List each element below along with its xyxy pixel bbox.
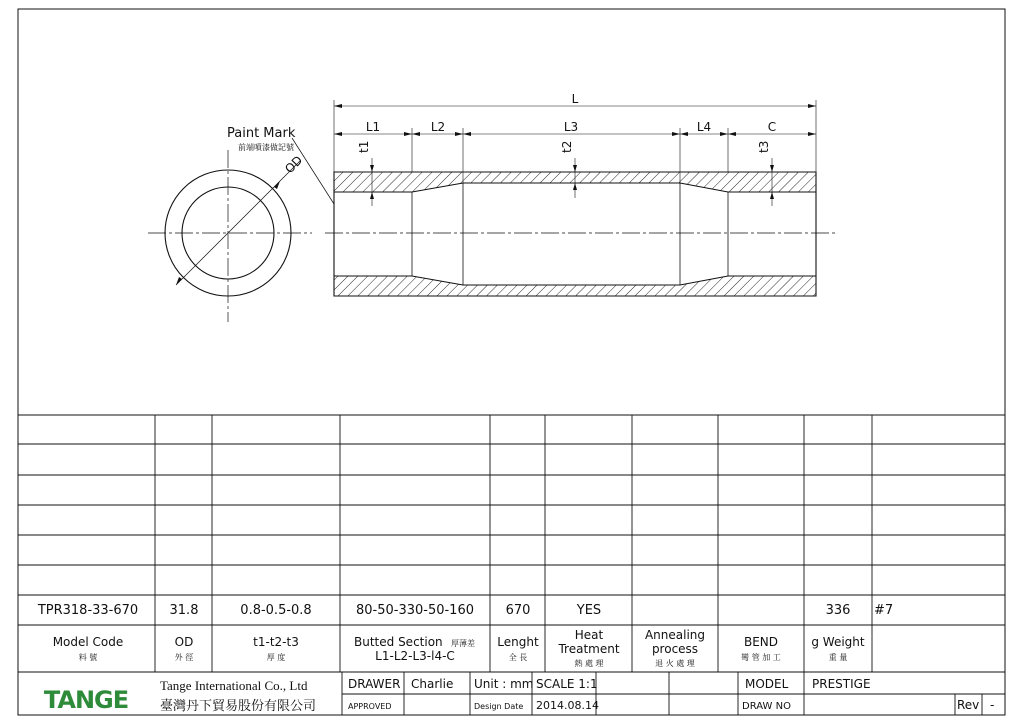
- bend-header: BEND: [743, 635, 779, 649]
- weight-header-zh: 重 量: [828, 653, 848, 662]
- tube-section-view: [325, 172, 838, 296]
- draw-no-label: DRAW NO: [742, 701, 791, 712]
- dim-L2-label: L2: [430, 120, 446, 134]
- unit-label: Unit : mm: [474, 677, 534, 691]
- dim-L-label: L: [571, 92, 579, 106]
- scale-label: SCALE 1:1: [536, 677, 598, 691]
- tange-logo-text: TANGE: [43, 686, 129, 714]
- od-value: 31.8: [169, 603, 199, 618]
- bend-header-zh: 彎 管 加 工: [741, 653, 781, 662]
- dim-L4-label: L4: [696, 120, 712, 134]
- annealing-header: Annealing: [644, 628, 706, 642]
- od-header: OD: [174, 635, 194, 649]
- butted-section-header: Butted Section: [354, 635, 443, 649]
- company-name-zh: 臺灣丹下貿易股份有限公司: [160, 699, 317, 714]
- model-code-header-zh: 料 號: [78, 653, 98, 662]
- tube-end-view: [148, 138, 334, 322]
- model-code-value: TPR318-33-670: [37, 603, 139, 618]
- heat-header: Heat: [574, 628, 604, 642]
- dim-L1-label: L1: [365, 120, 381, 134]
- approved-label: APPROVED: [348, 702, 392, 711]
- dim-L3-label: L3: [563, 120, 579, 134]
- butted-section-value: 80-50-330-50-160: [355, 603, 475, 618]
- paint-mark-chinese-label: 前端噴漆做記號: [238, 143, 294, 152]
- extra-value: #7: [874, 603, 894, 618]
- annealing-header-line2: process: [651, 642, 699, 656]
- heat-treatment-value: YES: [576, 603, 602, 618]
- thickness-header-zh: 厚 度: [266, 653, 286, 662]
- length-value: 670: [505, 603, 531, 618]
- weight-header: g Weight: [811, 635, 865, 649]
- design-date-label: Design Date: [474, 702, 524, 711]
- model-value: PRESTIGE: [812, 677, 871, 691]
- tange-logo: [44, 686, 128, 714]
- dim-t3-label: t3: [757, 140, 771, 153]
- heat-header-zh: 熱 處 理: [574, 659, 604, 668]
- design-date-value: 2014.08.14: [536, 699, 599, 712]
- dim-C-label: C: [767, 120, 777, 134]
- butted-section-header-zh: 厚薄差: [451, 639, 475, 648]
- drawer-name: Charlie: [411, 677, 454, 691]
- thickness-header: t1-t2-t3: [253, 635, 299, 649]
- rev-value: -: [990, 698, 995, 712]
- model-code-header: Model Code: [52, 635, 124, 649]
- weight-value: 336: [825, 603, 851, 618]
- paint-mark-label: Paint Mark: [227, 126, 296, 141]
- dim-t2-label: t2: [560, 140, 574, 153]
- annealing-header-zh: 退 火 處 理: [655, 659, 695, 668]
- length-header-zh: 全 長: [508, 653, 528, 662]
- dim-t1-label: t1: [357, 140, 371, 153]
- od-dimension-label: OD: [282, 153, 306, 177]
- thickness-value: 0.8-0.5-0.8: [240, 603, 312, 618]
- bottom-wall-section: [334, 276, 816, 296]
- length-header: Lenght: [497, 635, 539, 649]
- heat-header-line2: Treatment: [558, 642, 620, 656]
- od-header-zh: 外 徑: [174, 653, 194, 662]
- butted-section-subheader: L1-L2-L3-l4-C: [375, 649, 455, 663]
- spec-table-grid: [18, 415, 1005, 672]
- model-label: MODEL: [745, 677, 789, 691]
- company-name-en: Tange International Co., Ltd: [160, 678, 308, 693]
- drawer-label: DRAWER: [348, 677, 401, 691]
- rev-label: Rev: [957, 698, 980, 712]
